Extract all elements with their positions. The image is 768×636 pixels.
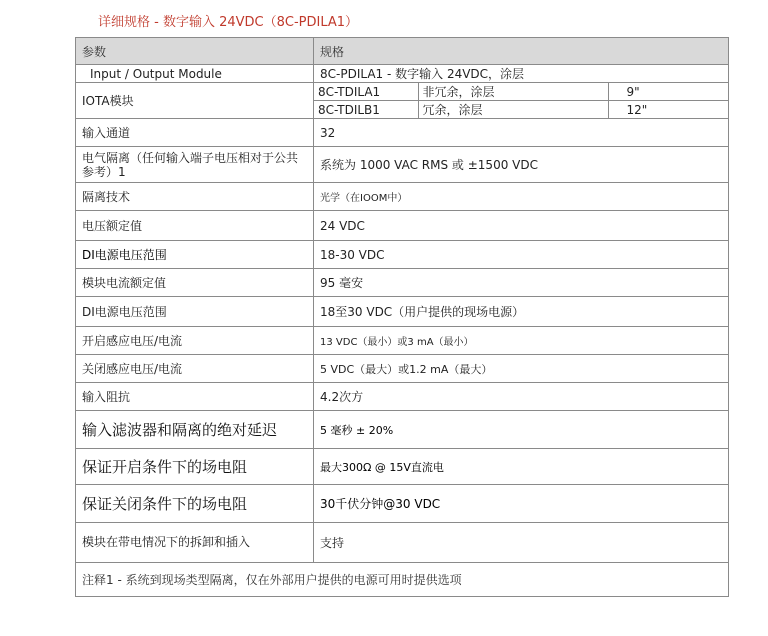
table-row (76, 65, 729, 83)
row-spec: 32 (314, 119, 729, 147)
row-param: 输入阻抗 (76, 383, 314, 411)
row-param: DI电源电压范围 (76, 297, 314, 327)
row-spec: 95 毫安 (314, 269, 729, 297)
iota-subrow (314, 101, 728, 119)
row-spec: 8C-PDILA1 - 数字输入 24VDC，涂层 (314, 65, 729, 83)
iota-subtable-cell (314, 83, 729, 119)
row-param: 输入通道 (76, 119, 314, 147)
table-row (76, 449, 729, 485)
header-param: 参数 (76, 38, 314, 65)
row-param: 开启感应电压/电流 (76, 327, 314, 355)
row-param: 输入滤波器和隔离的绝对延迟 (76, 411, 314, 449)
row-param: DI电源电压范围 (76, 241, 314, 269)
row-spec: 5 毫秒 ± 20% (314, 411, 729, 449)
table-row (76, 523, 729, 563)
iota-desc: 冗余，涂层 (418, 101, 608, 119)
table-row (76, 297, 729, 327)
table-row (76, 183, 729, 211)
row-spec: 最大300Ω @ 15V直流电 (314, 449, 729, 485)
row-spec: 系统为 1000 VAC RMS 或 ±1500 VDC (314, 147, 729, 183)
row-spec: 30千伏分钟@30 VDC (314, 485, 729, 523)
note-row (76, 563, 729, 597)
row-param: 保证关闭条件下的场电阻 (76, 485, 314, 523)
spec-table (75, 37, 729, 597)
row-param: 关闭感应电压/电流 (76, 355, 314, 383)
table-row (76, 411, 729, 449)
iota-size: 9" (608, 83, 728, 101)
table-row (76, 211, 729, 241)
row-param: Input / Output Module (76, 65, 314, 83)
table-header-row (76, 38, 729, 65)
row-spec: 5 VDC（最大）或1.2 mA（最大） (314, 355, 729, 383)
header-spec: 规格 (314, 38, 729, 65)
table-row (76, 83, 729, 119)
row-param: 电压额定值 (76, 211, 314, 241)
table-row (76, 269, 729, 297)
iota-subtable (314, 83, 728, 118)
row-spec: 18至30 VDC（用户提供的现场电源） (314, 297, 729, 327)
row-spec: 光学（在IOOM中） (314, 183, 729, 211)
row-param: 模块电流额定值 (76, 269, 314, 297)
iota-model: 8C-TDILA1 (318, 84, 381, 99)
row-spec: 13 VDC（最小）或3 mA（最小） (314, 327, 729, 355)
row-spec: 18-30 VDC (314, 241, 729, 269)
table-row (76, 147, 729, 183)
row-spec: 24 VDC (314, 211, 729, 241)
iota-desc: 非冗余，涂层 (418, 83, 608, 101)
table-row (76, 485, 729, 523)
iota-subrow (314, 83, 728, 101)
row-param: 电气隔离（任何输入端子电压相对于公共参考）1 (76, 147, 314, 183)
row-spec: 4.2次方 (314, 383, 729, 411)
table-row (76, 327, 729, 355)
footnote: 注释1 - 系统到现场类型隔离，仅在外部用户提供的电源可用时提供选项 (76, 563, 729, 597)
table-row (76, 119, 729, 147)
page-title: 详细规格 - 数字输入 24VDC（8C-PDILA1） (98, 15, 359, 30)
table-row (76, 241, 729, 269)
row-param: IOTA模块 (76, 83, 314, 119)
row-spec: 支持 (314, 523, 729, 563)
row-param: 模块在带电情况下的拆卸和插入 (76, 523, 314, 563)
iota-model: 8C-TDILB1 (314, 101, 418, 119)
iota-size: 12" (608, 101, 728, 119)
row-param: 保证开启条件下的场电阻 (76, 449, 314, 485)
row-param: 隔离技术 (76, 183, 314, 211)
table-row (76, 383, 729, 411)
table-row (76, 355, 729, 383)
